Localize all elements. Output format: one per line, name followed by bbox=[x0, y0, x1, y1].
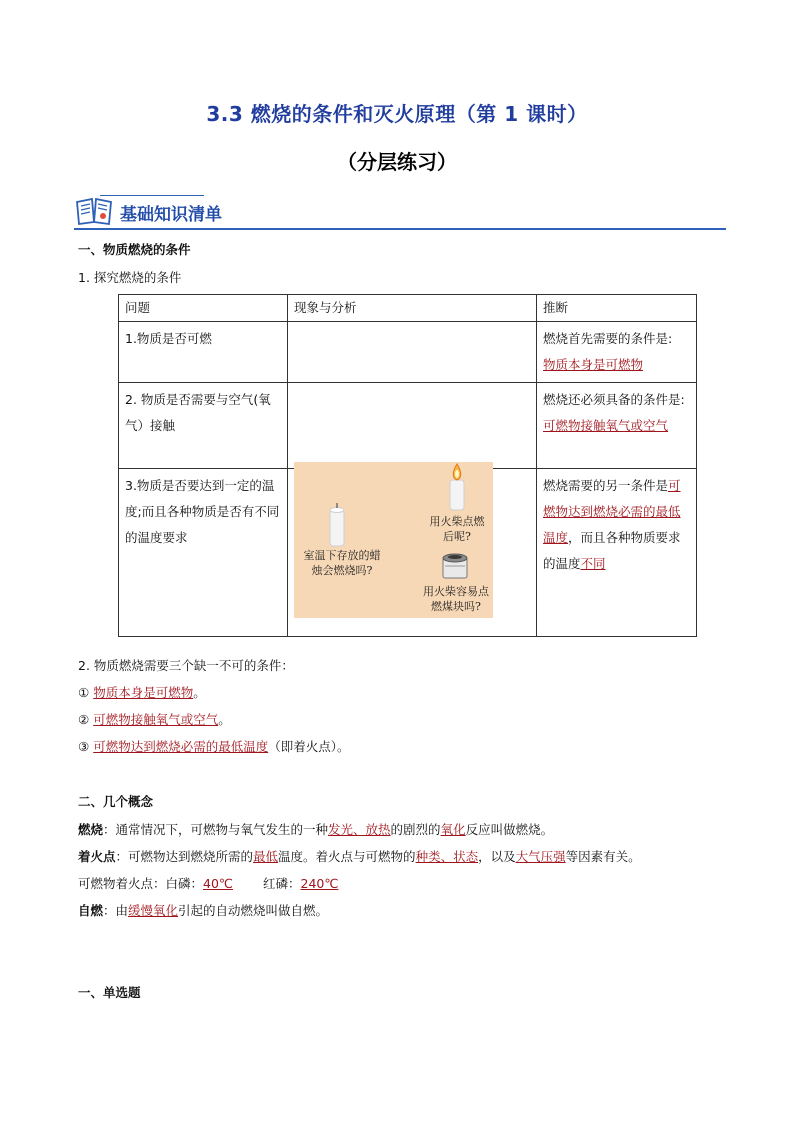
condition-tail: （即着火点）。 bbox=[268, 739, 350, 754]
table-cell bbox=[288, 383, 537, 469]
condition-tail: 。 bbox=[218, 712, 231, 727]
condition-marker: ② bbox=[78, 712, 90, 727]
condition-tail: 。 bbox=[193, 685, 206, 700]
page-title: 3.3 燃烧的条件和灭火原理（第 1 课时） bbox=[206, 102, 588, 126]
definition-text: 等因素有关。 bbox=[565, 849, 641, 864]
table-cell: 2. 物质是否需要与空气(氧气）接触 bbox=[119, 383, 288, 469]
answer-text: 可燃物达到燃烧必需的最低温度 bbox=[543, 478, 681, 545]
answer-text: 大气压强 bbox=[515, 849, 566, 864]
table-cell bbox=[537, 469, 697, 637]
section-header bbox=[74, 192, 726, 230]
answer-text: 物质本身是可燃物 bbox=[93, 685, 194, 700]
answer-text: 发光、放热 bbox=[328, 822, 391, 837]
combustion-definition bbox=[78, 822, 553, 838]
term: 着火点 bbox=[78, 849, 116, 864]
condition-marker: ① bbox=[78, 685, 90, 700]
answer-text: 缓慢氧化 bbox=[128, 903, 179, 918]
red-phosphorus-value: 240℃ bbox=[300, 876, 339, 891]
answer-text: 物质本身是可燃物 bbox=[543, 357, 644, 372]
section-heading: 基础知识清单 bbox=[120, 205, 222, 225]
inference-text: ，而且各种物质要求的温度 bbox=[543, 530, 681, 571]
table-cell bbox=[537, 322, 697, 383]
ignition-points bbox=[78, 876, 338, 892]
answer-text: 种类、状态 bbox=[415, 849, 479, 864]
experiment-illustration bbox=[294, 462, 493, 618]
term: 燃烧 bbox=[78, 822, 104, 837]
answer-text: 可燃物接触氧气或空气 bbox=[93, 712, 219, 727]
definition-text: 的剧烈的 bbox=[390, 822, 441, 837]
answer-text: 可燃物接触氧气或空气 bbox=[543, 418, 669, 433]
table-cell bbox=[288, 322, 537, 383]
definition-text: ：可燃物达到燃烧所需的 bbox=[115, 849, 254, 864]
coal-caption: 用火柴容易点燃煤块吗? bbox=[423, 585, 489, 613]
points-label: 可燃物着火点：白磷： bbox=[78, 876, 204, 891]
inference-text: 燃烧还必须具备的条件是: bbox=[543, 392, 685, 407]
table-header: 现象与分析 bbox=[288, 295, 537, 322]
condition-item bbox=[78, 712, 231, 728]
spontaneous-definition bbox=[78, 903, 328, 919]
book-icon bbox=[74, 196, 114, 226]
item1-text: 1. 探究燃烧的条件 bbox=[78, 270, 182, 285]
page-subtitle: （分层练习） bbox=[337, 150, 457, 174]
definition-text: ，以及 bbox=[478, 849, 516, 864]
definition-text: 温度。着火点与可燃物的 bbox=[278, 849, 416, 864]
definition-text: ：通常情况下，可燃物与氧气发生的一种 bbox=[103, 822, 329, 837]
answer-text: 可燃物达到燃烧必需的最低温度 bbox=[93, 739, 269, 754]
term: 自燃 bbox=[78, 903, 104, 918]
table-cell: 1.物质是否可燃 bbox=[119, 322, 288, 383]
item2-text: 2. 物质燃烧需要三个缺一不可的条件： bbox=[78, 658, 294, 673]
definition-text: ：由 bbox=[103, 903, 129, 918]
part2-heading: 二、几个概念 bbox=[78, 794, 154, 809]
candle-room-caption: 室温下存放的蜡烛会燃烧吗? bbox=[303, 549, 381, 577]
condition-marker: ③ bbox=[78, 739, 90, 754]
red-phosphorus-label: 红磷： bbox=[263, 876, 301, 891]
ignition-definition bbox=[78, 849, 641, 865]
answer-text: 不同 bbox=[580, 556, 606, 571]
inference-text: 燃烧需要的另一条件是 bbox=[543, 478, 669, 493]
table-header: 问题 bbox=[119, 295, 288, 322]
answer-text: 最低 bbox=[253, 849, 279, 864]
answer-text: 氧化 bbox=[440, 822, 466, 837]
part3-heading: 一、单选题 bbox=[78, 985, 141, 1000]
definition-text: 引起的自动燃烧叫做自燃。 bbox=[178, 903, 329, 918]
condition-item bbox=[78, 685, 206, 701]
table-header: 推断 bbox=[537, 295, 697, 322]
white-phosphorus-value: 40℃ bbox=[203, 876, 233, 891]
table-cell: 3.物质是否要达到一定的温度;而且各种物质是否有不同的温度要求 bbox=[119, 469, 288, 637]
condition-item bbox=[78, 739, 349, 755]
definition-text: 反应叫做燃烧。 bbox=[465, 822, 554, 837]
part1-heading: 一、物质燃烧的条件 bbox=[78, 242, 191, 257]
match-candle-caption: 用火柴点燃后呢? bbox=[429, 515, 485, 543]
table-cell bbox=[537, 383, 697, 469]
inference-text: 燃烧首先需要的条件是: bbox=[543, 331, 673, 346]
